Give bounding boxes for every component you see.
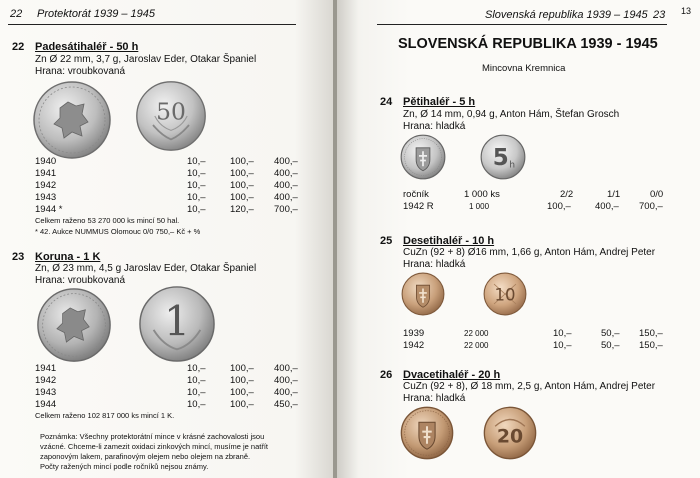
right-page-number: 23 [653,9,666,21]
remark-line: vzácné. Chceme-li zamezit oxidaci zinkových mincí, musíme je natřít [40,442,268,451]
table-row-year: 1942 [35,180,57,191]
table-cell: 400,– [274,168,298,179]
cut-number: 13 [681,6,692,16]
table-cell: 400,– [274,387,298,398]
table-row-year: 1942 [403,340,425,351]
table-cell: 10,– [187,387,206,398]
table-cell: 100,– [230,180,254,191]
table-cell: 400,– [274,156,298,167]
remark-line: zaponovým lakem, parafinovým olejem nebo olejem na zbraně. [40,452,251,461]
coin-10h-denomination: 10 [494,285,516,305]
coin-50h-reverse [135,80,207,152]
left-page [0,0,335,478]
entry-spec: Zn, Ø 23 mm, 4,5 g Jaroslav Eder, Otakar Španiel [35,263,257,274]
table-cell: 10,– [187,156,206,167]
table-cell: 400,– [274,180,298,191]
entry-number: 24 [380,96,393,108]
right-running-title: Slovenská republika 1939 – 1945 [485,9,648,21]
table-row-year: 1943 [35,387,57,398]
table-cell: 100,– [230,192,254,203]
table-cell: 10,– [187,375,206,386]
table-header-year: ročník [403,189,429,200]
entry-edge: Hrana: vroubkovaná [35,66,126,77]
left-page-number: 22 [10,8,23,20]
left-running-title: Protektorát 1939 – 1945 [37,8,156,20]
coin-20h-denomination: 20 [496,425,524,448]
table-cell: 150,– [639,340,663,351]
table-cell: 22 000 [464,329,489,338]
coin-20h-reverse [483,406,537,460]
coin-1k-reverse [138,285,216,363]
table-cell: 10,– [187,168,206,179]
coin-20h-obverse [400,406,454,460]
entry-title: Dvacetihaléř - 20 h [403,369,501,381]
right-header-rule [377,24,667,25]
coin-1k-obverse [36,287,112,363]
table-row-year: 1944 [35,399,57,410]
table-cell: 10,– [187,180,206,191]
table-cell: 50,– [601,328,620,339]
table-cell: 10,– [187,204,206,215]
table-row-year: 1944 * [35,204,63,215]
remark-line: Počty ražených mincí podle ročníků nejsou známy. [40,462,209,471]
entry-edge: Hrana: hladká [403,393,466,404]
table-cell: 10,– [553,340,572,351]
right-page [337,0,700,478]
coin-5h-denomination: 5 [492,145,509,172]
table-cell: 400,– [274,363,298,374]
table-header-grade: 1/1 [607,189,621,200]
entry-spec: CuZn (92 + 8), Ø 18 mm, 2,5 g, Anton Hám, Andrej Peter [403,381,656,392]
table-row-year: 1943 [35,192,57,203]
remark-line: Poznámka: Všechny protektorátní mince v krásné zachovalosti jsou [40,432,265,441]
table-cell: 400,– [274,192,298,203]
entry-spec: CuZn (92 + 8) Ø16 mm, 1,66 g, Anton Hám, Andrej Peter [403,247,656,258]
table-cell: 700,– [274,204,298,215]
mintage-note: Celkem raženo 53 270 000 ks mincí 50 hal. [35,216,180,225]
left-header-rule [8,24,296,25]
coin-50h-denomination: 50 [156,97,186,126]
table-cell: 50,– [601,340,620,351]
entry-title: Pětihaléř - 5 h [403,96,476,108]
table-cell: 100,– [230,156,254,167]
entry-number: 22 [12,41,25,53]
table-header-grade: 2/2 [560,189,574,200]
table-cell: 10,– [187,192,206,203]
coin-5h-obverse [400,134,446,180]
auction-note: * 42. Aukce NUMMUS Olomouc 0/0 750,– Kč + % [35,227,201,236]
entry-spec: Zn, Ø 14 mm, 0,94 g, Anton Hám, Štefan Grosch [403,109,620,120]
table-row-year: 1941 [35,363,57,374]
entry-number: 25 [380,235,393,247]
entry-number: 26 [380,369,393,381]
mint-name: Mincovna Kremnica [482,63,566,74]
table-cell: 1 000 [469,202,490,211]
table-cell: 100,– [230,168,254,179]
table-header-mintage: 1 000 ks [464,189,500,200]
table-cell: 120,– [230,204,254,215]
table-row-year: 1941 [35,168,57,179]
table-cell: 100,– [230,387,254,398]
table-cell: 700,– [639,201,663,212]
table-row-year: 1939 [403,328,425,339]
coin-1k-denomination: 1 [163,297,191,346]
table-cell: 100,– [547,201,571,212]
table-cell: 22 000 [464,341,489,350]
table-row-year: 1942 R [403,201,434,212]
entry-edge: Hrana: hladká [403,121,466,132]
coin-5h-suffix: h [509,159,516,171]
coin-50h-obverse [32,80,112,160]
mintage-note: Celkem raženo 102 817 000 ks mincí 1 K. [35,411,175,420]
table-header-grade: 0/0 [650,189,664,200]
table-cell: 100,– [230,363,254,374]
entry-title: Desetihaléř - 10 h [403,235,495,247]
table-cell: 10,– [187,363,206,374]
table-cell: 450,– [274,399,298,410]
entry-edge: Hrana: vroubkovaná [35,275,126,286]
coin-5h-reverse [480,134,526,180]
table-cell: 400,– [595,201,619,212]
table-cell: 10,– [187,399,206,410]
entry-edge: Hrana: hladká [403,259,466,270]
coin-10h-reverse [483,272,527,316]
entry-spec: Zn Ø 22 mm, 3,7 g, Jaroslav Eder, Otakar Španiel [35,54,257,65]
table-row-year: 1940 [35,156,57,167]
table-cell: 100,– [230,375,254,386]
table-cell: 100,– [230,399,254,410]
entry-title: Padesátihaléř - 50 h [35,41,139,53]
entry-title: Koruna - 1 K [35,251,101,263]
coin-10h-obverse [401,272,445,316]
table-cell: 400,– [274,375,298,386]
entry-number: 23 [12,251,25,263]
section-heading: SLOVENSKÁ REPUBLIKA 1939 - 1945 [398,36,658,52]
table-cell: 10,– [553,328,572,339]
table-cell: 150,– [639,328,663,339]
table-row-year: 1942 [35,375,57,386]
